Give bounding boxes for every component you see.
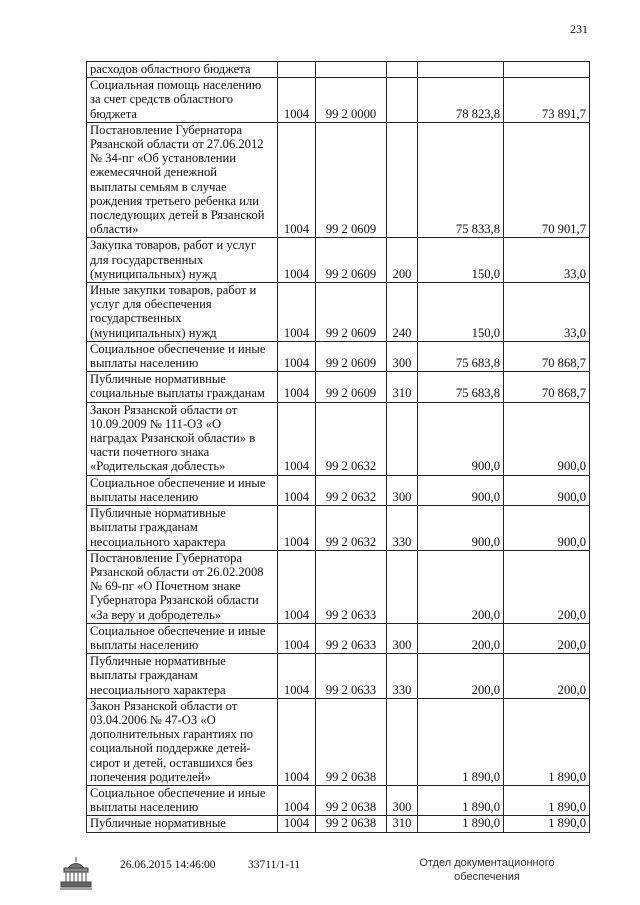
table-row xyxy=(87,506,590,551)
table-row xyxy=(87,341,590,371)
row-section-cell: 1004 xyxy=(278,550,316,623)
budget-table xyxy=(86,61,590,833)
row-expense-type-cell: 300 xyxy=(387,341,418,371)
row-target-item-cell: 99 2 0638 xyxy=(316,816,387,832)
row-expense-type-cell xyxy=(387,550,418,623)
row-section-cell: 1004 xyxy=(278,238,316,283)
row-plan-cell: 75 683,8 xyxy=(418,341,504,371)
row-name-cell: Публичные нормативные выплаты гражданам несоциального характера xyxy=(87,654,278,699)
row-target-item-cell: 99 2 0632 xyxy=(316,475,387,505)
row-name-cell: Публичные нормативные социальные выплаты гражданам xyxy=(87,372,278,402)
row-target-item-cell xyxy=(316,62,387,78)
table-row xyxy=(87,623,590,653)
table-row xyxy=(87,475,590,505)
row-actual-cell: 70 868,7 xyxy=(504,372,590,402)
row-name-cell: Социальное обеспечение и иные выплаты населению xyxy=(87,341,278,371)
row-name-cell: Закон Рязанской области от 10.09.2009 № 111-ОЗ «О наградах Рязанской области» в части почетного знака «Родительская доблесть» xyxy=(87,402,278,475)
table-row xyxy=(87,698,590,785)
row-target-item-cell: 99 2 0609 xyxy=(316,341,387,371)
row-actual-cell: 1 890,0 xyxy=(504,816,590,832)
row-section-cell: 1004 xyxy=(278,623,316,653)
row-target-item-cell: 99 2 0638 xyxy=(316,698,387,785)
table-row xyxy=(87,62,590,78)
row-section-cell: 1004 xyxy=(278,654,316,699)
row-name-cell: Закон Рязанской области от 03.04.2006 № 47-ОЗ «О дополнительных гарантиях по социальной поддержке детей- сирот и детей, оставшихся без попечения родителей» xyxy=(87,698,278,785)
row-expense-type-cell: 330 xyxy=(387,506,418,551)
row-plan-cell: 1 890,0 xyxy=(418,698,504,785)
row-expense-type-cell: 240 xyxy=(387,283,418,342)
row-name-cell: Закупка товаров, работ и услуг для государственных (муниципальных) нужд xyxy=(87,238,278,283)
table-row xyxy=(87,816,590,832)
row-expense-type-cell xyxy=(387,402,418,475)
row-name-cell: Иные закупки товаров, работ и услуг для обеспечения государственных (муниципальных) нужд xyxy=(87,283,278,342)
footer-datetime: 26.06.2015 14:46:00 xyxy=(120,859,216,871)
row-plan-cell: 75 683,8 xyxy=(418,372,504,402)
row-actual-cell: 200,0 xyxy=(504,550,590,623)
row-expense-type-cell: 310 xyxy=(387,372,418,402)
row-name-cell: Социальное обеспечение и иные выплаты населению xyxy=(87,623,278,653)
row-actual-cell: 200,0 xyxy=(504,654,590,699)
row-section-cell: 1004 xyxy=(278,698,316,785)
row-target-item-cell: 99 2 0609 xyxy=(316,283,387,342)
row-name-cell: Публичные нормативные выплаты гражданам несоциального характера xyxy=(87,506,278,551)
row-actual-cell: 73 891,7 xyxy=(504,78,590,123)
duma-building-icon xyxy=(58,854,94,892)
table-row xyxy=(87,402,590,475)
row-plan-cell: 150,0 xyxy=(418,238,504,283)
footer-department: Отдел документационного обеспечения xyxy=(419,857,555,883)
table-row xyxy=(87,283,590,342)
row-actual-cell: 33,0 xyxy=(504,283,590,342)
row-name-cell: Социальная помощь населению за счет средств областного бюджета xyxy=(87,78,278,123)
page-footer xyxy=(0,848,640,905)
row-actual-cell: 70 868,7 xyxy=(504,341,590,371)
row-target-item-cell: 99 2 0633 xyxy=(316,654,387,699)
table-row xyxy=(87,372,590,402)
page-number: 231 xyxy=(570,22,588,36)
row-section-cell: 1004 xyxy=(278,372,316,402)
row-name-cell: Постановление Губернатора Рязанской области от 26.02.2008 № 69-пг «О Почетном знаке Губернатора Рязанской области «За веру и добродетель» xyxy=(87,550,278,623)
row-expense-type-cell xyxy=(387,62,418,78)
row-plan-cell: 200,0 xyxy=(418,623,504,653)
row-expense-type-cell: 310 xyxy=(387,816,418,832)
row-section-cell: 1004 xyxy=(278,402,316,475)
row-section-cell: 1004 xyxy=(278,283,316,342)
row-section-cell xyxy=(278,62,316,78)
row-section-cell: 1004 xyxy=(278,506,316,551)
row-plan-cell: 900,0 xyxy=(418,506,504,551)
row-plan-cell: 200,0 xyxy=(418,654,504,699)
table-row xyxy=(87,122,590,238)
table-row xyxy=(87,654,590,699)
row-target-item-cell: 99 2 0632 xyxy=(316,506,387,551)
row-target-item-cell: 99 2 0609 xyxy=(316,122,387,238)
row-expense-type-cell: 300 xyxy=(387,475,418,505)
row-expense-type-cell xyxy=(387,698,418,785)
row-name-cell: Социальное обеспечение и иные выплаты населению xyxy=(87,475,278,505)
row-section-cell: 1004 xyxy=(278,78,316,123)
table-row xyxy=(87,238,590,283)
row-actual-cell: 1 890,0 xyxy=(504,698,590,785)
row-plan-cell: 75 833,8 xyxy=(418,122,504,238)
row-target-item-cell: 99 2 0638 xyxy=(316,785,387,815)
row-target-item-cell: 99 2 0633 xyxy=(316,550,387,623)
row-plan-cell: 900,0 xyxy=(418,475,504,505)
row-plan-cell: 900,0 xyxy=(418,402,504,475)
row-expense-type-cell: 330 xyxy=(387,654,418,699)
row-actual-cell: 70 901,7 xyxy=(504,122,590,238)
row-target-item-cell: 99 2 0632 xyxy=(316,402,387,475)
table-row xyxy=(87,785,590,815)
row-section-cell: 1004 xyxy=(278,341,316,371)
row-actual-cell: 900,0 xyxy=(504,475,590,505)
row-expense-type-cell: 200 xyxy=(387,238,418,283)
row-name-cell: Постановление Губернатора Рязанской области от 27.06.2012 № 34-пг «Об установлении ежемесячной денежной выплаты семьям в случае рождения третьего ребенка или последующих детей в Рязанской области» xyxy=(87,122,278,238)
row-target-item-cell: 99 2 0633 xyxy=(316,623,387,653)
row-plan-cell: 78 823,8 xyxy=(418,78,504,123)
footer-document-code: 33711/1-11 xyxy=(248,859,301,871)
table-row xyxy=(87,78,590,123)
row-actual-cell: 900,0 xyxy=(504,506,590,551)
row-expense-type-cell xyxy=(387,122,418,238)
row-section-cell: 1004 xyxy=(278,475,316,505)
row-plan-cell: 150,0 xyxy=(418,283,504,342)
row-plan-cell xyxy=(418,62,504,78)
row-actual-cell: 33,0 xyxy=(504,238,590,283)
row-expense-type-cell: 300 xyxy=(387,785,418,815)
row-plan-cell: 200,0 xyxy=(418,550,504,623)
row-plan-cell: 1 890,0 xyxy=(418,785,504,815)
row-name-cell: Социальное обеспечение и иные выплаты населению xyxy=(87,785,278,815)
row-target-item-cell: 99 2 0609 xyxy=(316,238,387,283)
row-plan-cell: 1 890,0 xyxy=(418,816,504,832)
row-expense-type-cell: 300 xyxy=(387,623,418,653)
table-row xyxy=(87,550,590,623)
row-section-cell: 1004 xyxy=(278,785,316,815)
row-name-cell: Публичные нормативные xyxy=(87,816,278,832)
row-actual-cell: 1 890,0 xyxy=(504,785,590,815)
row-section-cell: 1004 xyxy=(278,122,316,238)
row-actual-cell: 200,0 xyxy=(504,623,590,653)
row-actual-cell: 900,0 xyxy=(504,402,590,475)
budget-table-body xyxy=(87,62,590,833)
row-section-cell: 1004 xyxy=(278,816,316,832)
row-target-item-cell: 99 2 0609 xyxy=(316,372,387,402)
row-expense-type-cell xyxy=(387,78,418,123)
row-name-cell: расходов областного бюджета xyxy=(87,62,278,78)
row-actual-cell xyxy=(504,62,590,78)
row-target-item-cell: 99 2 0000 xyxy=(316,78,387,123)
